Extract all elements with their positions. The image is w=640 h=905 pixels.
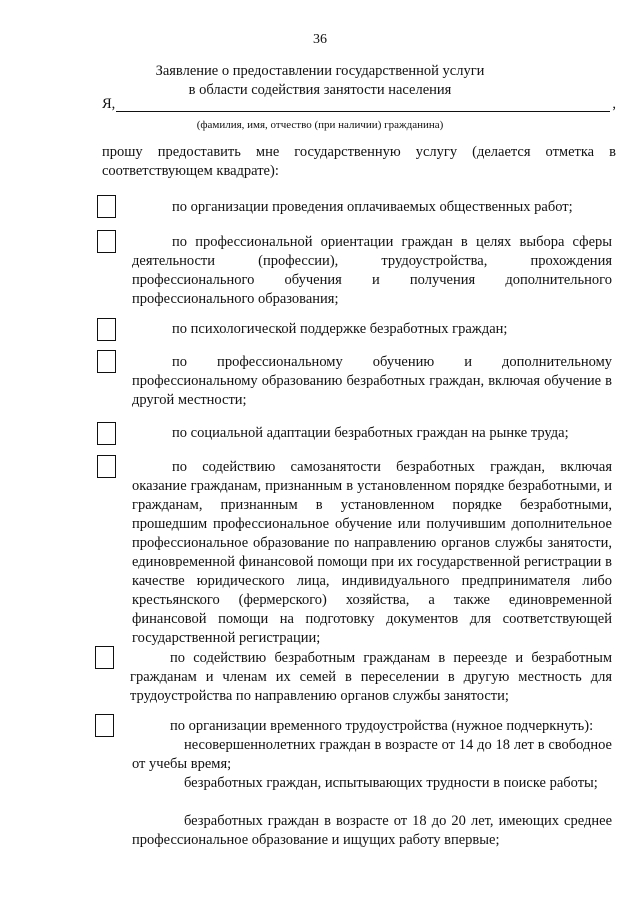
- option-6-text: по содействию самозанятости безработных граждан, включая оказание гражданам, признанным в установленном порядке безработными, и гражданам, признанным в установленном порядке безработными, прошедшим профессиональное обучение или получившим дополнительное профессиональное образование по направлению органов службы занятости, единовременной финансовой помощи при их государственной регистрации в качестве юридического лица, индивидуального предпринимателя либо крестьянского (фермерского) хозяйства, а также единовременной финансовой помощи на подготовку документов для соответствующей государственной регистрации;: [132, 459, 612, 646]
- option-8-text: по организации временного трудоустройства (нужное подчеркнуть):: [170, 718, 594, 734]
- applicant-prefix: Я,: [102, 96, 116, 112]
- applicant-name-field[interactable]: [116, 111, 610, 112]
- option-4-text: по профессиональному обучению и дополнительному профессиональному образованию безработных граждан, включая обучение в другой местности;: [132, 354, 612, 408]
- applicant-name-hint: (фамилия, имя, отчество (при наличии) гражданина): [196, 119, 444, 131]
- temp-employment-category-3[interactable]: безработных граждан в возрасте от 18 до 20 лет, имеющих среднее профессиональное образование и ищущих работу впервые;: [132, 813, 612, 848]
- option-6-checkbox[interactable]: [97, 455, 116, 478]
- page-number: 36: [313, 32, 327, 47]
- option-2-checkbox[interactable]: [97, 230, 116, 253]
- option-1-checkbox[interactable]: [97, 195, 116, 218]
- option-5-text: по социальной адаптации безработных граждан на рынке труда;: [172, 425, 569, 441]
- option-3-checkbox[interactable]: [97, 318, 116, 341]
- option-7-text: по содействию безработным гражданам в переезде и безработным гражданам и членам их семей в переселении в другую местность для трудоустройства по направлению органов службы занятости;: [130, 650, 612, 704]
- title-line-2: в области содействия занятости населения: [188, 82, 452, 98]
- option-7-checkbox[interactable]: [95, 646, 114, 669]
- title-line-1: Заявление о предоставлении государственной услуги: [155, 63, 485, 79]
- request-text: прошу предоставить мне государственную услугу (делается отметка в соответствующем квадрате):: [102, 144, 616, 179]
- temp-employment-category-1[interactable]: несовершеннолетних граждан в возрасте от 14 до 18 лет в свободное от учебы время;: [132, 737, 612, 772]
- temp-employment-category-2[interactable]: безработных граждан, испытывающих трудности в поиске работы;: [184, 775, 598, 791]
- option-8-checkbox[interactable]: [95, 714, 114, 737]
- document-title: [0, 62, 640, 100]
- option-1-text: по организации проведения оплачиваемых общественных работ;: [172, 199, 573, 215]
- option-4-checkbox[interactable]: [97, 350, 116, 373]
- option-5-checkbox[interactable]: [97, 422, 116, 445]
- applicant-suffix: ,: [612, 96, 616, 112]
- option-2-text: по профессиональной ориентации граждан в целях выбора сферы деятельности (профессии), трудоустройства, прохождения профессионального обучения и получения дополнительного профессионального образования;: [132, 234, 612, 307]
- option-3-text: по психологической поддержке безработных граждан;: [172, 321, 508, 337]
